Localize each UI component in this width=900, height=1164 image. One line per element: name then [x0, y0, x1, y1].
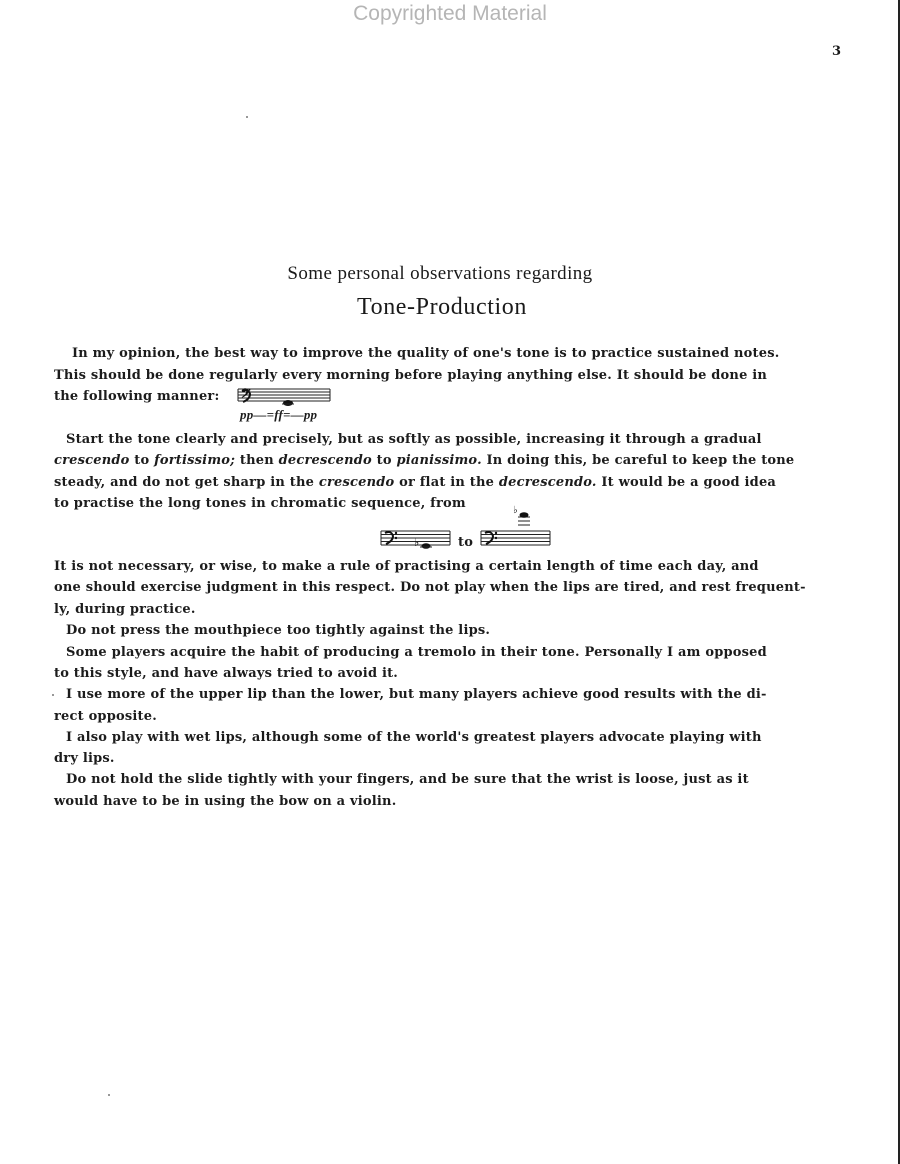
- page-number: 3: [832, 44, 842, 59]
- body-line: Do not press the mouthpiece too tightly against the lips.: [66, 623, 491, 638]
- body-line: dry lips.: [54, 751, 115, 766]
- body-line: It is not necessary, or wise, to make a rule of practising a certain length of time each day, and: [54, 559, 759, 574]
- range-to-label: to: [458, 535, 474, 550]
- body-line: rect opposite.: [54, 709, 157, 724]
- body-line: I use more of the upper lip than the lower, but many players achieve good results with the di-: [66, 687, 767, 702]
- body-line: to this style, and have always tried to avoid it.: [54, 666, 399, 681]
- body-line: Some players acquire the habit of producing a tremolo in their tone. Personally I am opposed: [66, 645, 767, 660]
- copyright-watermark: Copyrighted Material: [353, 2, 547, 25]
- body-line: ly, during practice.: [54, 602, 196, 617]
- section-kicker: Some personal observations regarding: [287, 263, 593, 284]
- svg-text:♭: ♭: [513, 505, 518, 516]
- body-line: to practise the long tones in chromatic sequence, from: [54, 496, 466, 511]
- dynamics-marking: pp—=ff=—pp: [240, 407, 318, 422]
- svg-text:𝄢: 𝄢: [241, 386, 251, 404]
- svg-text:♭: ♭: [414, 536, 420, 549]
- body-line: In my opinion, the best way to improve the quality of one's tone is to practice sustained notes.: [72, 346, 780, 361]
- music-staff-sustained-note: [236, 386, 332, 408]
- body-line: steady, and do not get sharp in the crescendo or flat in the decrescendo. It would be a good idea: [54, 475, 777, 490]
- body-line: Do not hold the slide tightly with your fingers, and be sure that the wrist is loose, just as it: [66, 772, 749, 787]
- music-staff-high-note: [480, 504, 552, 550]
- body-line: Start the tone clearly and precisely, but as softly as possible, increasing it through a gradual: [66, 432, 762, 447]
- body-line: crescendo to fortissimo; then decrescendo to pianissimo. In doing this, be careful to keep the tone: [54, 453, 795, 468]
- music-staff-low-note: [380, 529, 452, 549]
- body-line: I also play with wet lips, although some of the world's greatest players advocate playing with: [66, 730, 762, 745]
- body-line: the following manner:: [54, 389, 220, 404]
- page-title: Tone-Production: [357, 294, 527, 320]
- body-line: one should exercise judgment in this respect. Do not play when the lips are tired, and rest frequent-: [54, 580, 806, 595]
- body-line: This should be done regularly every morning before playing anything else. It should be done in: [54, 368, 768, 383]
- body-line: would have to be in using the bow on a violin.: [54, 794, 397, 809]
